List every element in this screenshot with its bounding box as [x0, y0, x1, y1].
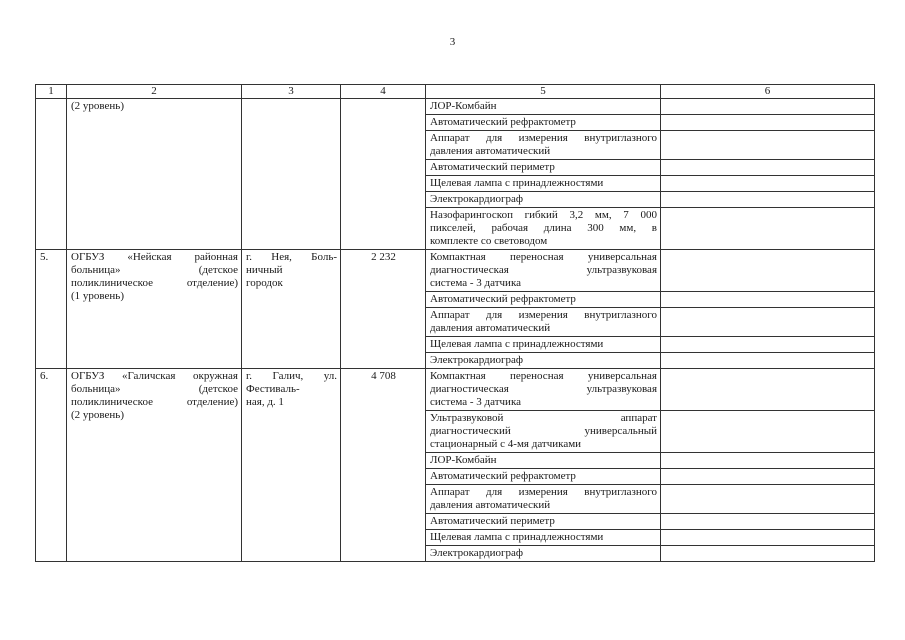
- equipment-line: система - 3 датчика: [430, 396, 522, 408]
- column-6-cell: [661, 208, 875, 250]
- column-6-cell: [661, 369, 875, 411]
- equipment-cell: [426, 369, 661, 411]
- column-6-cell: [661, 337, 875, 353]
- equipment-table: [35, 84, 875, 562]
- page-number: 3: [449, 36, 456, 48]
- header-row: [36, 85, 875, 99]
- column-6-cell: [661, 292, 875, 308]
- table-row: [36, 250, 875, 292]
- column-6-cell: [661, 131, 875, 160]
- header-cell-4: 4: [341, 85, 426, 99]
- equipment-line: Щелевая лампа с принадлежностями: [430, 531, 604, 543]
- equipment-line: Компактная переносная универсальная: [430, 251, 657, 263]
- equipment-line: комплекте со световодом: [430, 235, 548, 247]
- address-line: городок: [246, 277, 283, 289]
- population-cell: [341, 99, 426, 250]
- institution-cell: [67, 99, 242, 250]
- address-line: Фестиваль-: [246, 383, 300, 395]
- equipment-line: диагностический универсальный: [430, 425, 657, 437]
- institution-line: поликлиническое отделение): [71, 396, 238, 408]
- equipment-line: Электрокардиограф: [430, 193, 524, 205]
- equipment-cell: [426, 160, 661, 176]
- equipment-line: Автоматический периметр: [430, 515, 555, 527]
- equipment-cell: [426, 546, 661, 562]
- equipment-cell: [426, 514, 661, 530]
- equipment-cell: [426, 453, 661, 469]
- equipment-line: ЛОР-Комбайн: [430, 454, 497, 466]
- header-cell-5: 5: [426, 85, 661, 99]
- address-line: г. Галич, ул.: [246, 370, 337, 382]
- column-6-cell: [661, 176, 875, 192]
- address-cell: [242, 369, 341, 562]
- row-number-cell: [36, 99, 67, 250]
- equipment-line: диагностическая ультразвуковая: [430, 383, 657, 395]
- table-row: [36, 99, 875, 115]
- column-6-cell: [661, 546, 875, 562]
- equipment-cell: [426, 469, 661, 485]
- institution-cell: [67, 250, 242, 369]
- equipment-line: Компактная переносная универсальная: [430, 370, 657, 382]
- equipment-line: Аппарат для измерения внутриглазного: [430, 309, 657, 321]
- equipment-line: Автоматический рефрактометр: [430, 470, 576, 482]
- equipment-line: Щелевая лампа с принадлежностями: [430, 338, 604, 350]
- population-cell: 4 708: [341, 369, 426, 562]
- equipment-cell: [426, 115, 661, 131]
- equipment-line: Ультразвуковой аппарат: [430, 412, 657, 424]
- row-number-cell: 6.: [36, 369, 67, 562]
- equipment-line: Электрокардиограф: [430, 354, 524, 366]
- equipment-cell: [426, 485, 661, 514]
- equipment-line: система - 3 датчика: [430, 277, 522, 289]
- equipment-line: Аппарат для измерения внутриглазного: [430, 486, 657, 498]
- column-6-cell: [661, 115, 875, 131]
- column-6-cell: [661, 160, 875, 176]
- equipment-line: Автоматический рефрактометр: [430, 293, 576, 305]
- equipment-line: давления автоматический: [430, 322, 551, 334]
- table-header: [36, 85, 875, 99]
- column-6-cell: [661, 411, 875, 453]
- equipment-line: Автоматический периметр: [430, 161, 555, 173]
- equipment-line: стационарный с 4-мя датчиками: [430, 438, 582, 450]
- equipment-cell: [426, 192, 661, 208]
- equipment-line: Электрокардиограф: [430, 547, 524, 559]
- equipment-cell: [426, 337, 661, 353]
- equipment-line: Щелевая лампа с принадлежностями: [430, 177, 604, 189]
- equipment-line: диагностическая ультразвуковая: [430, 264, 657, 276]
- column-6-cell: [661, 485, 875, 514]
- column-6-cell: [661, 250, 875, 292]
- equipment-cell: [426, 411, 661, 453]
- equipment-cell: [426, 353, 661, 369]
- table-body: [36, 99, 875, 562]
- equipment-cell: [426, 176, 661, 192]
- equipment-cell: [426, 530, 661, 546]
- equipment-cell: [426, 99, 661, 115]
- address-line: г. Нея, Боль-: [246, 251, 337, 263]
- institution-line: больница» (детское: [71, 264, 238, 276]
- equipment-line: давления автоматический: [430, 499, 551, 511]
- institution-line: ОГБУЗ «Нейская районная: [71, 251, 238, 263]
- column-6-cell: [661, 469, 875, 485]
- equipment-line: ЛОР-Комбайн: [430, 100, 497, 112]
- institution-line: ОГБУЗ «Галичская окружная: [71, 370, 238, 382]
- header-cell-2: 2: [67, 85, 242, 99]
- address-line: ная, д. 1: [246, 396, 284, 408]
- address-cell: [242, 250, 341, 369]
- equipment-line: Назофарингоскоп гибкий 3,2 мм, 7 000: [430, 209, 657, 221]
- column-6-cell: [661, 353, 875, 369]
- institution-line: (2 уровень): [71, 409, 124, 421]
- equipment-line: Аппарат для измерения внутриглазного: [430, 132, 657, 144]
- equipment-cell: [426, 292, 661, 308]
- address-cell: [242, 99, 341, 250]
- header-cell-1: 1: [36, 85, 67, 99]
- institution-line: (2 уровень): [71, 100, 124, 112]
- column-6-cell: [661, 99, 875, 115]
- column-6-cell: [661, 308, 875, 337]
- population-cell: 2 232: [341, 250, 426, 369]
- header-cell-6: 6: [661, 85, 875, 99]
- column-6-cell: [661, 530, 875, 546]
- equipment-cell: [426, 308, 661, 337]
- equipment-line: пикселей, рабочая длина 300 мм, в: [430, 222, 657, 234]
- institution-line: поликлиническое отделение): [71, 277, 238, 289]
- equipment-cell: [426, 208, 661, 250]
- institution-line: (1 уровень): [71, 290, 124, 302]
- equipment-cell: [426, 131, 661, 160]
- table-row: [36, 369, 875, 411]
- column-6-cell: [661, 192, 875, 208]
- equipment-cell: [426, 250, 661, 292]
- column-6-cell: [661, 514, 875, 530]
- equipment-line: давления автоматический: [430, 145, 551, 157]
- header-cell-3: 3: [242, 85, 341, 99]
- column-6-cell: [661, 453, 875, 469]
- equipment-line: Автоматический рефрактометр: [430, 116, 576, 128]
- institution-cell: [67, 369, 242, 562]
- address-line: ничный: [246, 264, 283, 276]
- institution-line: больница» (детское: [71, 383, 238, 395]
- row-number-cell: 5.: [36, 250, 67, 369]
